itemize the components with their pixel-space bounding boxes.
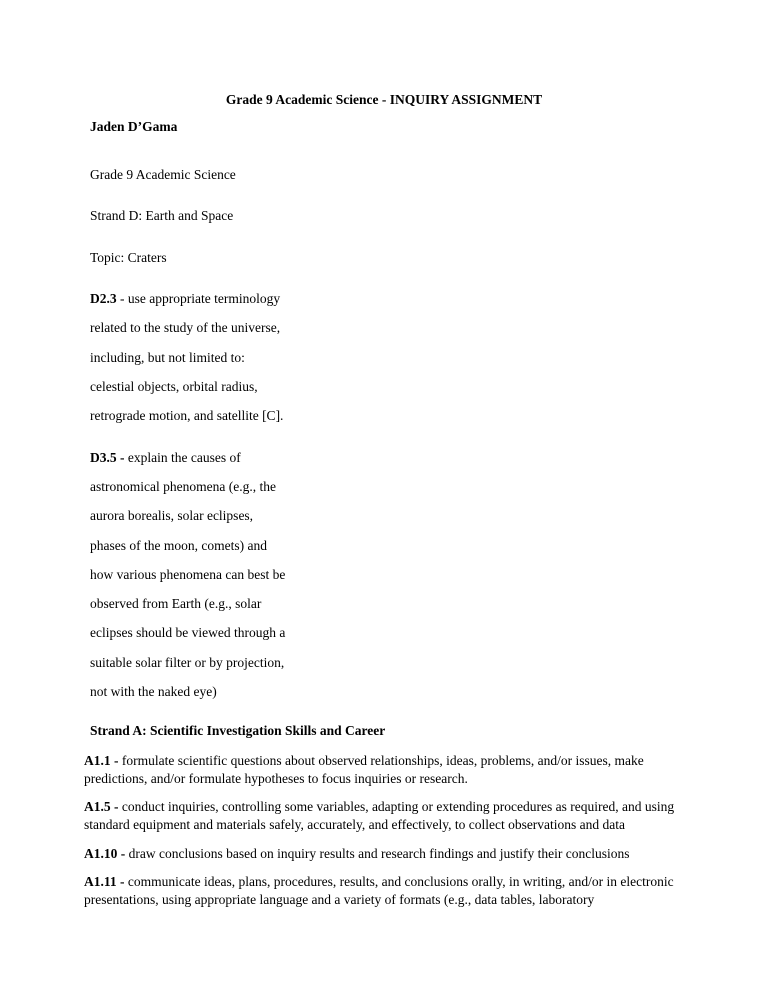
d35-line-7: eclipses should be viewed through a — [90, 625, 286, 640]
d23-line-5: retrograde motion, and satellite [C]. — [90, 408, 284, 423]
a110-item — [84, 845, 684, 863]
author-name: Jaden D’Gama — [90, 119, 178, 134]
a111-code: A1.11 - — [84, 874, 125, 889]
d35-line-5: how various phenomena can best be — [90, 567, 286, 582]
course-name: Grade 9 Academic Science — [90, 167, 236, 182]
d35-line-6: observed from Earth (e.g., solar — [90, 596, 262, 611]
a110-text: draw conclusions based on inquiry results and research findings and justify their conclusions — [125, 846, 630, 861]
d35-code: D3.5 - — [90, 450, 125, 465]
a15-text: conduct inquiries, controlling some variables, adapting or extending procedures as required, and using standard equipment and materials safely, accurately, and effectively, to collect observations and data — [84, 799, 675, 832]
a111-text: communicate ideas, plans, procedures, results, and conclusions orally, in writing, and/or in electronic presentations, using appropriate language and a variety of formats (e.g., data tables, laboratory — [84, 874, 674, 907]
strand-a-heading: Strand A: Scientific Investigation Skills and Career — [90, 723, 386, 738]
a111-item — [84, 873, 684, 909]
d23-line-3: including, but not limited to: — [90, 350, 245, 365]
d35-line-9: not with the naked eye) — [90, 684, 217, 699]
a110-code: A1.10 - — [84, 846, 126, 861]
a15-code: A1.5 - — [84, 799, 119, 814]
d35-text-1: explain the causes of — [124, 450, 241, 465]
d35-line-1 — [90, 450, 241, 466]
page-title: Grade 9 Academic Science - INQUIRY ASSIGNMENT — [225, 92, 543, 107]
a15-item — [84, 798, 684, 834]
a11-item — [84, 752, 684, 788]
d23-text-1: - use appropriate terminology — [116, 291, 281, 306]
d35-line-2: astronomical phenomena (e.g., the — [90, 479, 276, 494]
d35-line-4: phases of the moon, comets) and — [90, 538, 267, 553]
d35-line-8: suitable solar filter or by projection, — [90, 655, 285, 670]
topic-label: Topic: Craters — [90, 250, 167, 265]
d23-line-4: celestial objects, orbital radius, — [90, 379, 258, 394]
strand-label: Strand D: Earth and Space — [90, 208, 234, 223]
d23-line-2: related to the study of the universe, — [90, 320, 281, 335]
d35-line-3: aurora borealis, solar eclipses, — [90, 508, 254, 523]
d23-code: D2.3 — [90, 291, 117, 306]
a11-text: formulate scientific questions about observed relationships, ideas, problems, and/or issues, make predictions, and/or formulate hypotheses to focus inquiries or research. — [84, 753, 644, 786]
d23-line-1 — [90, 291, 280, 307]
a11-code: A1.1 - — [84, 753, 122, 768]
